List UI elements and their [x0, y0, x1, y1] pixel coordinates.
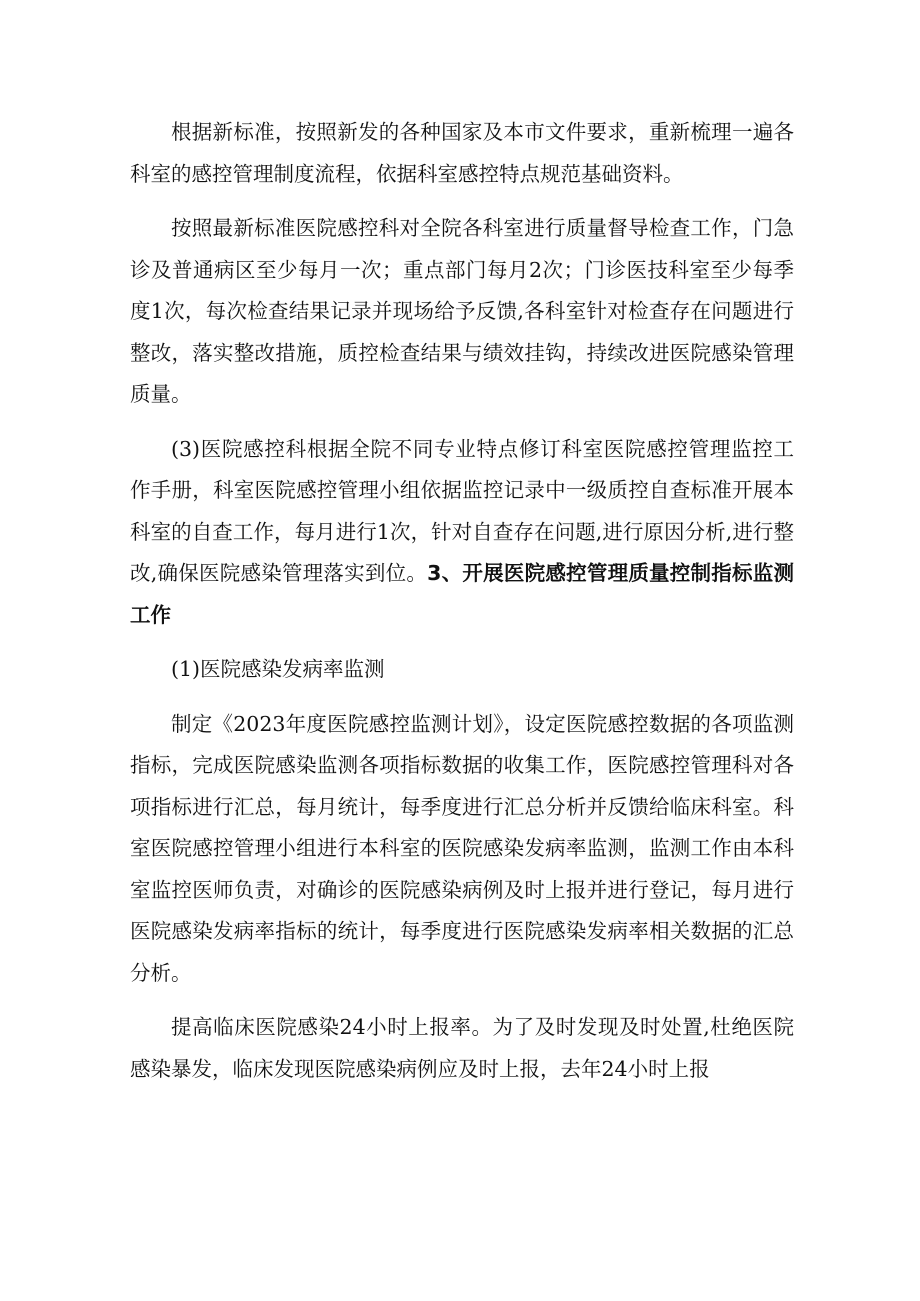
paragraph-standards-review: 根据新标准，按照新发的各种国家及本市文件要求，重新梳理一遍各科室的感控管理制度流程，依据科室感控特点规范基础资料。	[130, 120, 794, 186]
paragraph-monitoring-plan: 制定《2023年度医院感控监测计划》，设定医院感控数据的各项监测指标，完成医院感染监测各项指标数据的收集工作，医院感控管理科对各项指标进行汇总，每月统计，每季度进行汇总分析并反馈给临床科室。科室医院感控管理小组进行本科室的医院感染发病率监测，监测工作由本科室监控医师负责，对确诊的医院感染病例及时上报并进行登记，每月进行医院感染发病率指标的统计，每季度进行医院感染发病率相关数据的汇总分析。	[130, 711, 794, 985]
paragraph-24h-reporting: 提高临床医院感染24小时上报率。为了及时发现及时处置,杜绝医院感染暴发，临床发现医院感染病例应及时上报，去年24小时上报	[130, 1015, 794, 1081]
document-body	[130, 112, 794, 1103]
paragraph-self-inspection	[130, 429, 794, 637]
paragraph-quality-inspection: 按照最新标准医院感控科对全院各科室进行质量督导检查工作，门急诊及普通病区至少每月一次；重点部门每月2次；门诊医技科室至少每季度1次，每次检查结果记录并现场给予反馈,各科室针对检查存在问题进行整改，落实整改措施，质控检查结果与绩效挂钩，持续改进医院感染管理质量。	[130, 216, 794, 406]
subheading-infection-rate-monitoring: (1)医院感染发病率监测	[171, 657, 385, 681]
section-heading-indicator-monitoring: 3、开展医院感控管理质量控制指标监测工作	[130, 561, 795, 627]
paragraph-self-inspection-text: (3)医院感控科根据全院不同专业特点修订科室医院感控管理监控工作手册，科室医院感控管理小组依据监控记录中一级质控自查标准开展本科室的自查工作，每月进行1次，针对自查存在问题,进行原因分析,进行整改,确保医院感染管理落实到位。	[130, 436, 794, 585]
